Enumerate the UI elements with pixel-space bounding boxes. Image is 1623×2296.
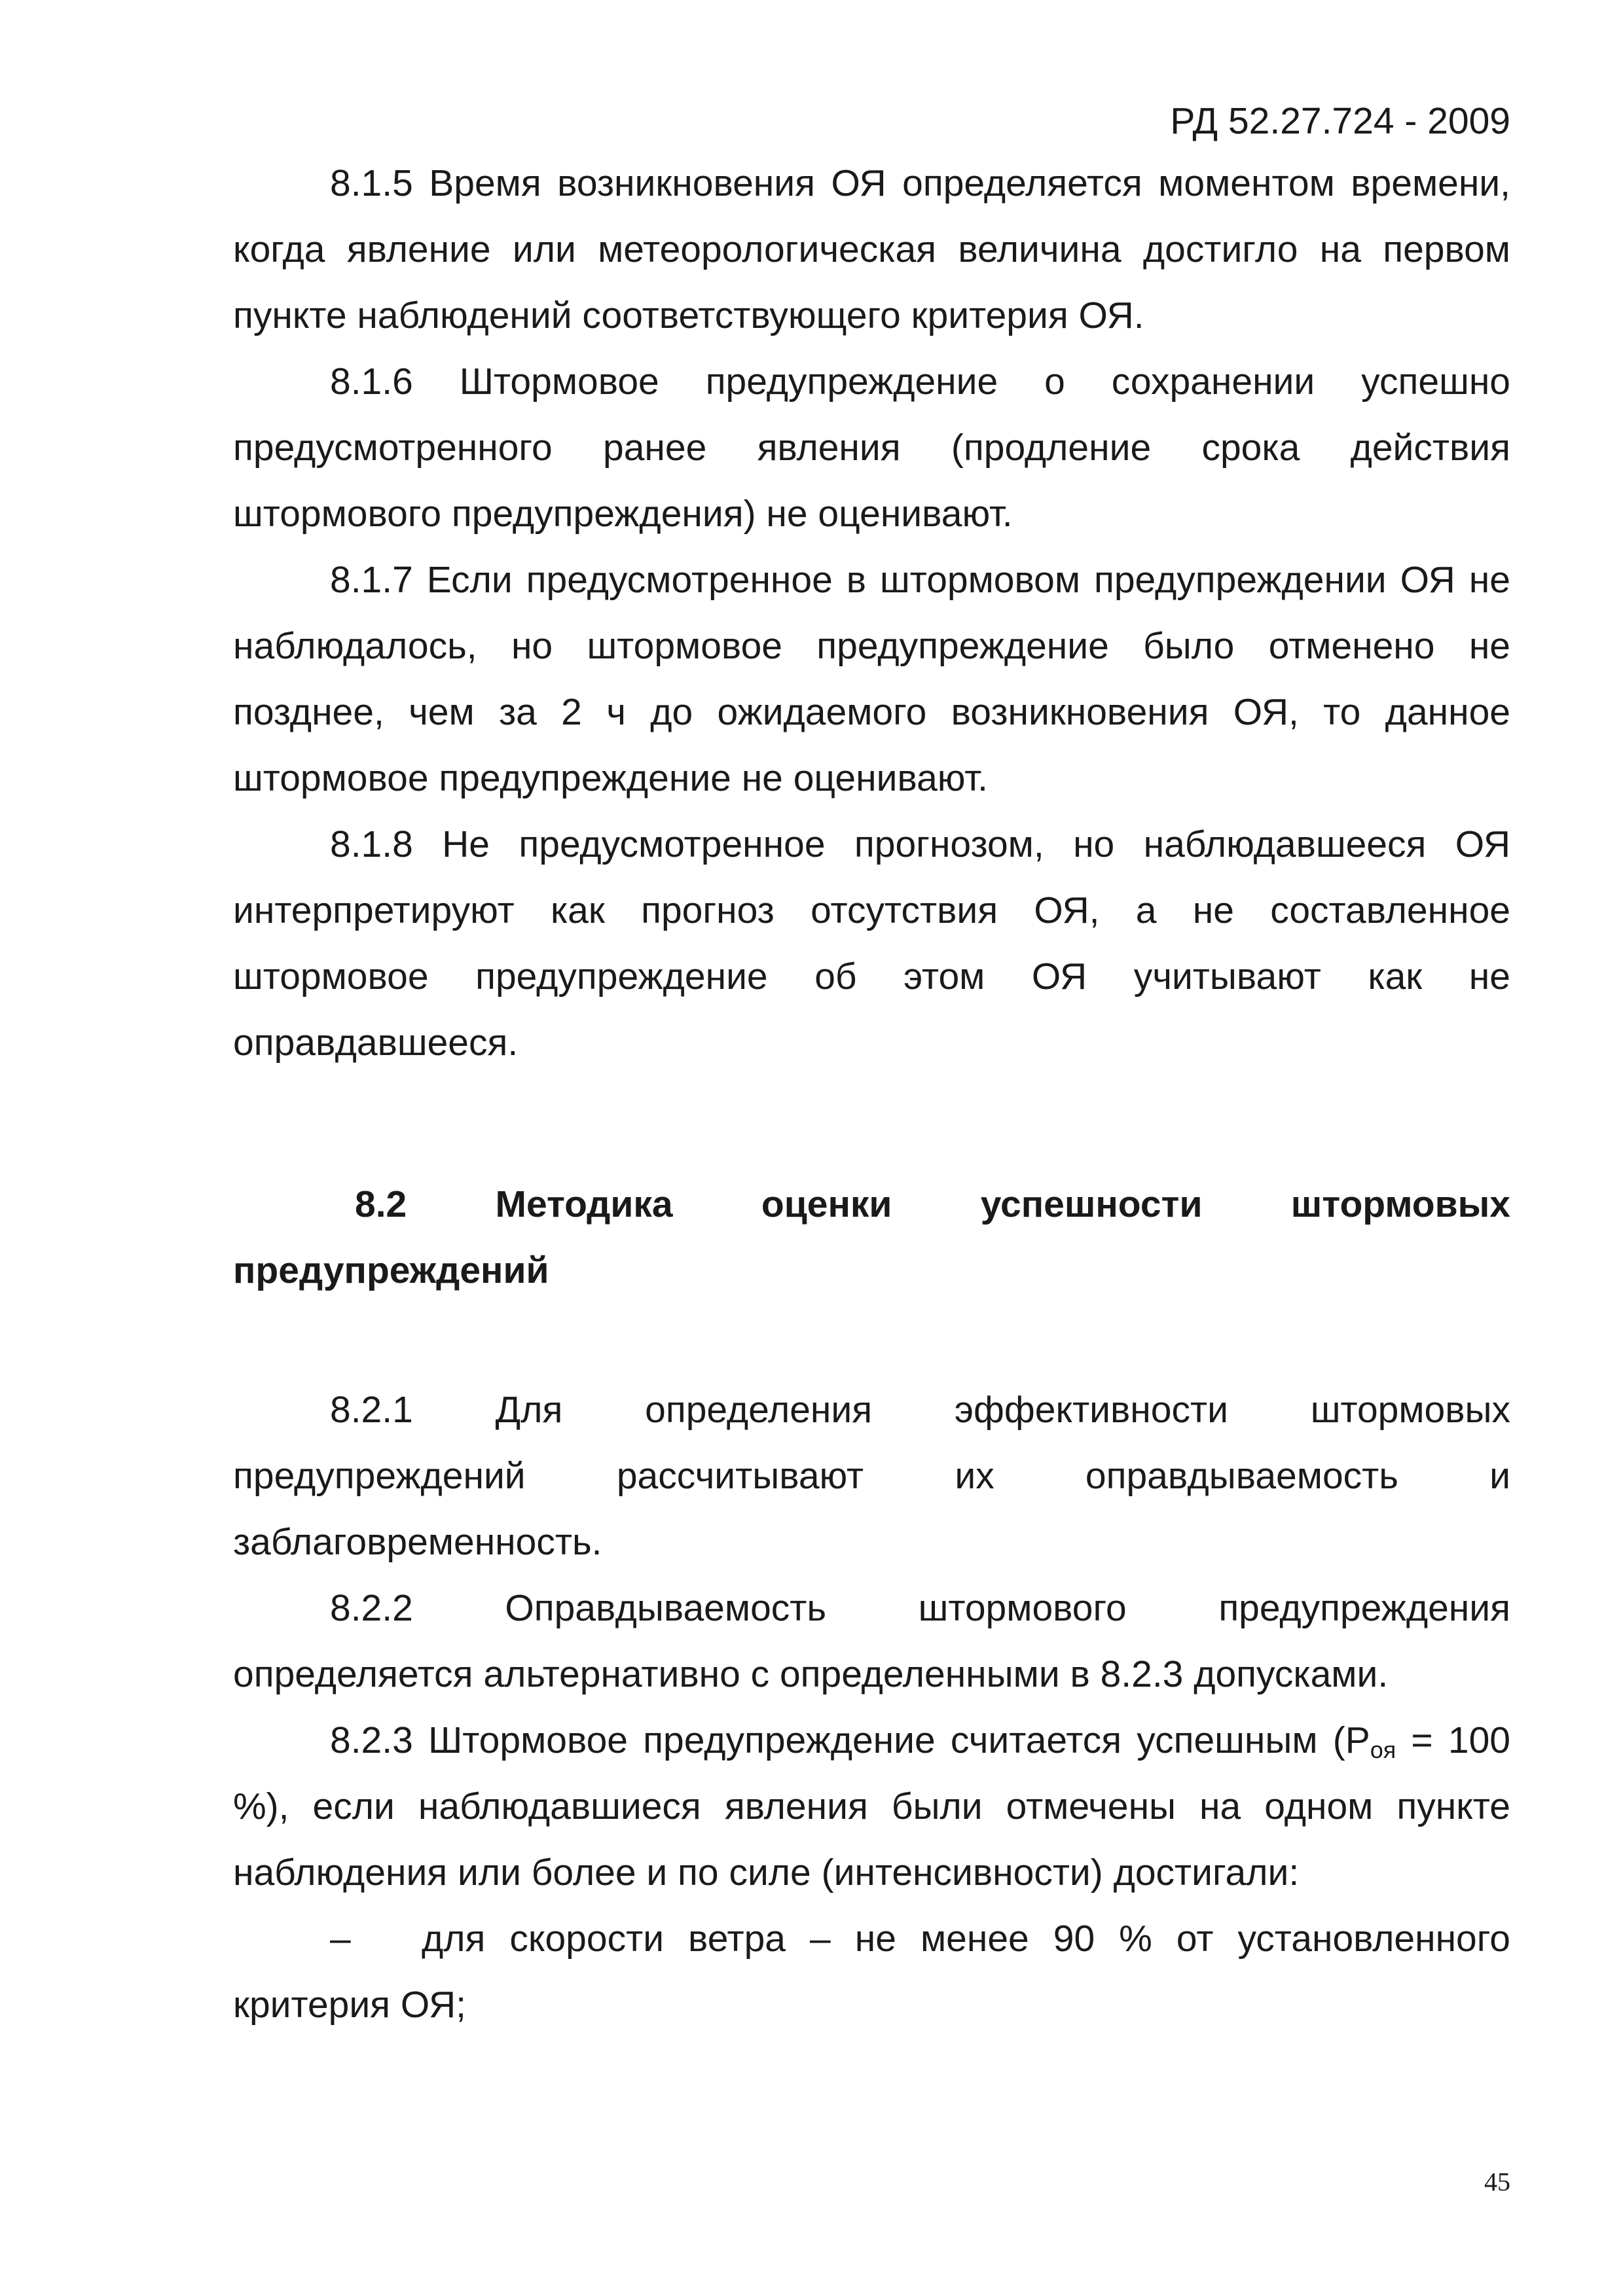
document-body xyxy=(233,151,1510,2038)
subscript-oya: оя xyxy=(1370,1736,1396,1763)
section-heading-8-2: 8.2 Методика оценки успешности штормовых предупреждений xyxy=(233,1183,1510,1291)
list-item-text: для скорости ветра – не менее 90 % от установленного критерия ОЯ; xyxy=(233,1918,1510,2026)
paragraph-8-1-5: 8.1.5 Время возникновения ОЯ определяется моментом времени, когда явление или метеорологическая величина достигло на первом пункте наблюдений соответствующего критерия ОЯ. xyxy=(233,162,1510,336)
paragraph-8-2-3-text-start: 8.2.3 Штормовое предупреждение считается успешным (P xyxy=(330,1719,1370,1761)
paragraph-8-1-6: 8.1.6 Штормовое предупреждение о сохранении успешно предусмотренного ранее явления (продление срока действия штормового предупреждения) не оценивают. xyxy=(233,361,1510,535)
paragraph-8-2-3-text-end: = 100 %), если наблюдавшиеся явления были отмечены на одном пункте наблюдения или более и по силе (интенсивности) достигали: xyxy=(233,1719,1511,1893)
paragraph-8-2-2: 8.2.2 Оправдываемость штормового предупреждения определяется альтернативно с определенными в 8.2.3 допусками. xyxy=(233,1587,1510,1695)
list-item-wind-speed xyxy=(233,1906,1510,2038)
document-code-header: РД 52.27.724 - 2009 xyxy=(1170,100,1510,142)
paragraph-8-1-7: 8.1.7 Если предусмотренное в штормовом предупреждении ОЯ не наблюдалось, но штормовое предупреждение было отменено не позднее, чем за 2 ч до ожидаемого возникновения ОЯ, то данное штормовое предупреждение не оценивают. xyxy=(233,559,1510,799)
page-number: 45 xyxy=(1484,2167,1510,2197)
paragraph-8-2-3 xyxy=(233,1708,1510,1906)
list-dash: – xyxy=(330,1918,351,1960)
paragraph-8-2-1: 8.2.1 Для определения эффективности штормовых предупреждений рассчитывают их оправдываемость и заблаговременность. xyxy=(233,1389,1510,1563)
paragraph-8-1-8: 8.1.8 Не предусмотренное прогнозом, но наблюдавшееся ОЯ интерпретируют как прогноз отсутствия ОЯ, а не составленное штормовое предупреждение об этом ОЯ учитывают как не оправдавшееся. xyxy=(233,823,1510,1064)
